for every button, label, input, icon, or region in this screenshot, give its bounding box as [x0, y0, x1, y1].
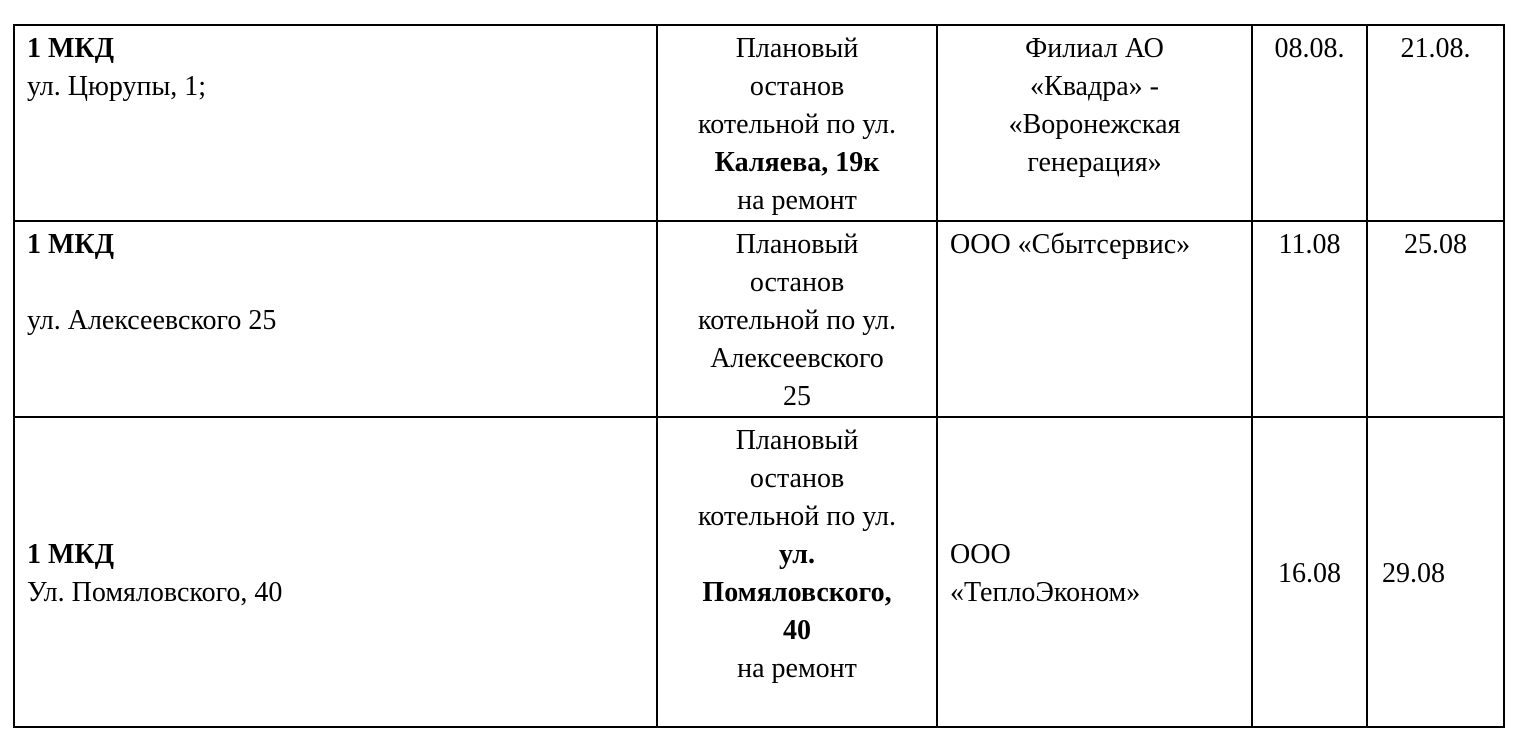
end-date-cell: 21.08. [1367, 25, 1504, 221]
address-text: ул. Алексеевского 25 [27, 305, 277, 336]
org-line: «Воронежская [1008, 109, 1181, 140]
reason-line: останов [749, 463, 845, 494]
building-count: 1 МКД [27, 229, 114, 260]
organization-cell [937, 417, 1252, 727]
reason-line: на ремонт [737, 653, 857, 684]
boiler-address: ул. [778, 539, 815, 570]
org-line: ООО «Сбытсервис» [950, 229, 1191, 260]
start-date-cell: 16.08 [1252, 417, 1367, 727]
organization-cell [937, 221, 1252, 417]
end-date-cell: 25.08 [1367, 221, 1504, 417]
table-row [14, 221, 1504, 417]
start-date-cell: 08.08. [1252, 25, 1367, 221]
end-date-cell: 29.08 [1367, 417, 1504, 727]
table-row [14, 417, 1504, 727]
reason-line: на ремонт [737, 185, 857, 216]
reason-line: Плановый [735, 229, 859, 260]
org-line: Филиал АО [1025, 33, 1164, 64]
boiler-address: 40 [783, 615, 811, 646]
org-line: «Квадра» - [1030, 71, 1159, 102]
spacer [27, 264, 644, 302]
reason-line: останов [749, 267, 845, 298]
reason-cell [657, 417, 937, 727]
reason-line: Плановый [735, 33, 859, 64]
boiler-address: Помяловского, [702, 577, 892, 608]
org-line: генерация» [1027, 147, 1162, 178]
organization-cell [937, 25, 1252, 221]
boiler-address: Каляева, 19к [714, 147, 880, 178]
org-line: ООО [950, 539, 1011, 570]
reason-cell [657, 221, 937, 417]
reason-line: Плановый [735, 425, 859, 456]
building-count: 1 МКД [27, 539, 114, 570]
table-row [14, 25, 1504, 221]
address-cell [14, 221, 657, 417]
start-date-cell: 11.08 [1252, 221, 1367, 417]
reason-line: 25 [783, 381, 811, 412]
address-text: ул. Цюрупы, 1; [27, 71, 207, 102]
reason-line: Алексеевского [710, 343, 884, 374]
reason-line: котельной по ул. [698, 109, 896, 140]
address-text: Ул. Помяловского, 40 [27, 577, 283, 608]
address-cell [14, 417, 657, 727]
reason-line: котельной по ул. [698, 501, 896, 532]
address-cell [14, 25, 657, 221]
org-line: «ТеплоЭконом» [950, 577, 1141, 608]
reason-line: останов [749, 71, 845, 102]
reason-line: котельной по ул. [698, 305, 896, 336]
reason-cell [657, 25, 937, 221]
outage-schedule-table [13, 24, 1505, 728]
building-count: 1 МКД [27, 33, 114, 64]
